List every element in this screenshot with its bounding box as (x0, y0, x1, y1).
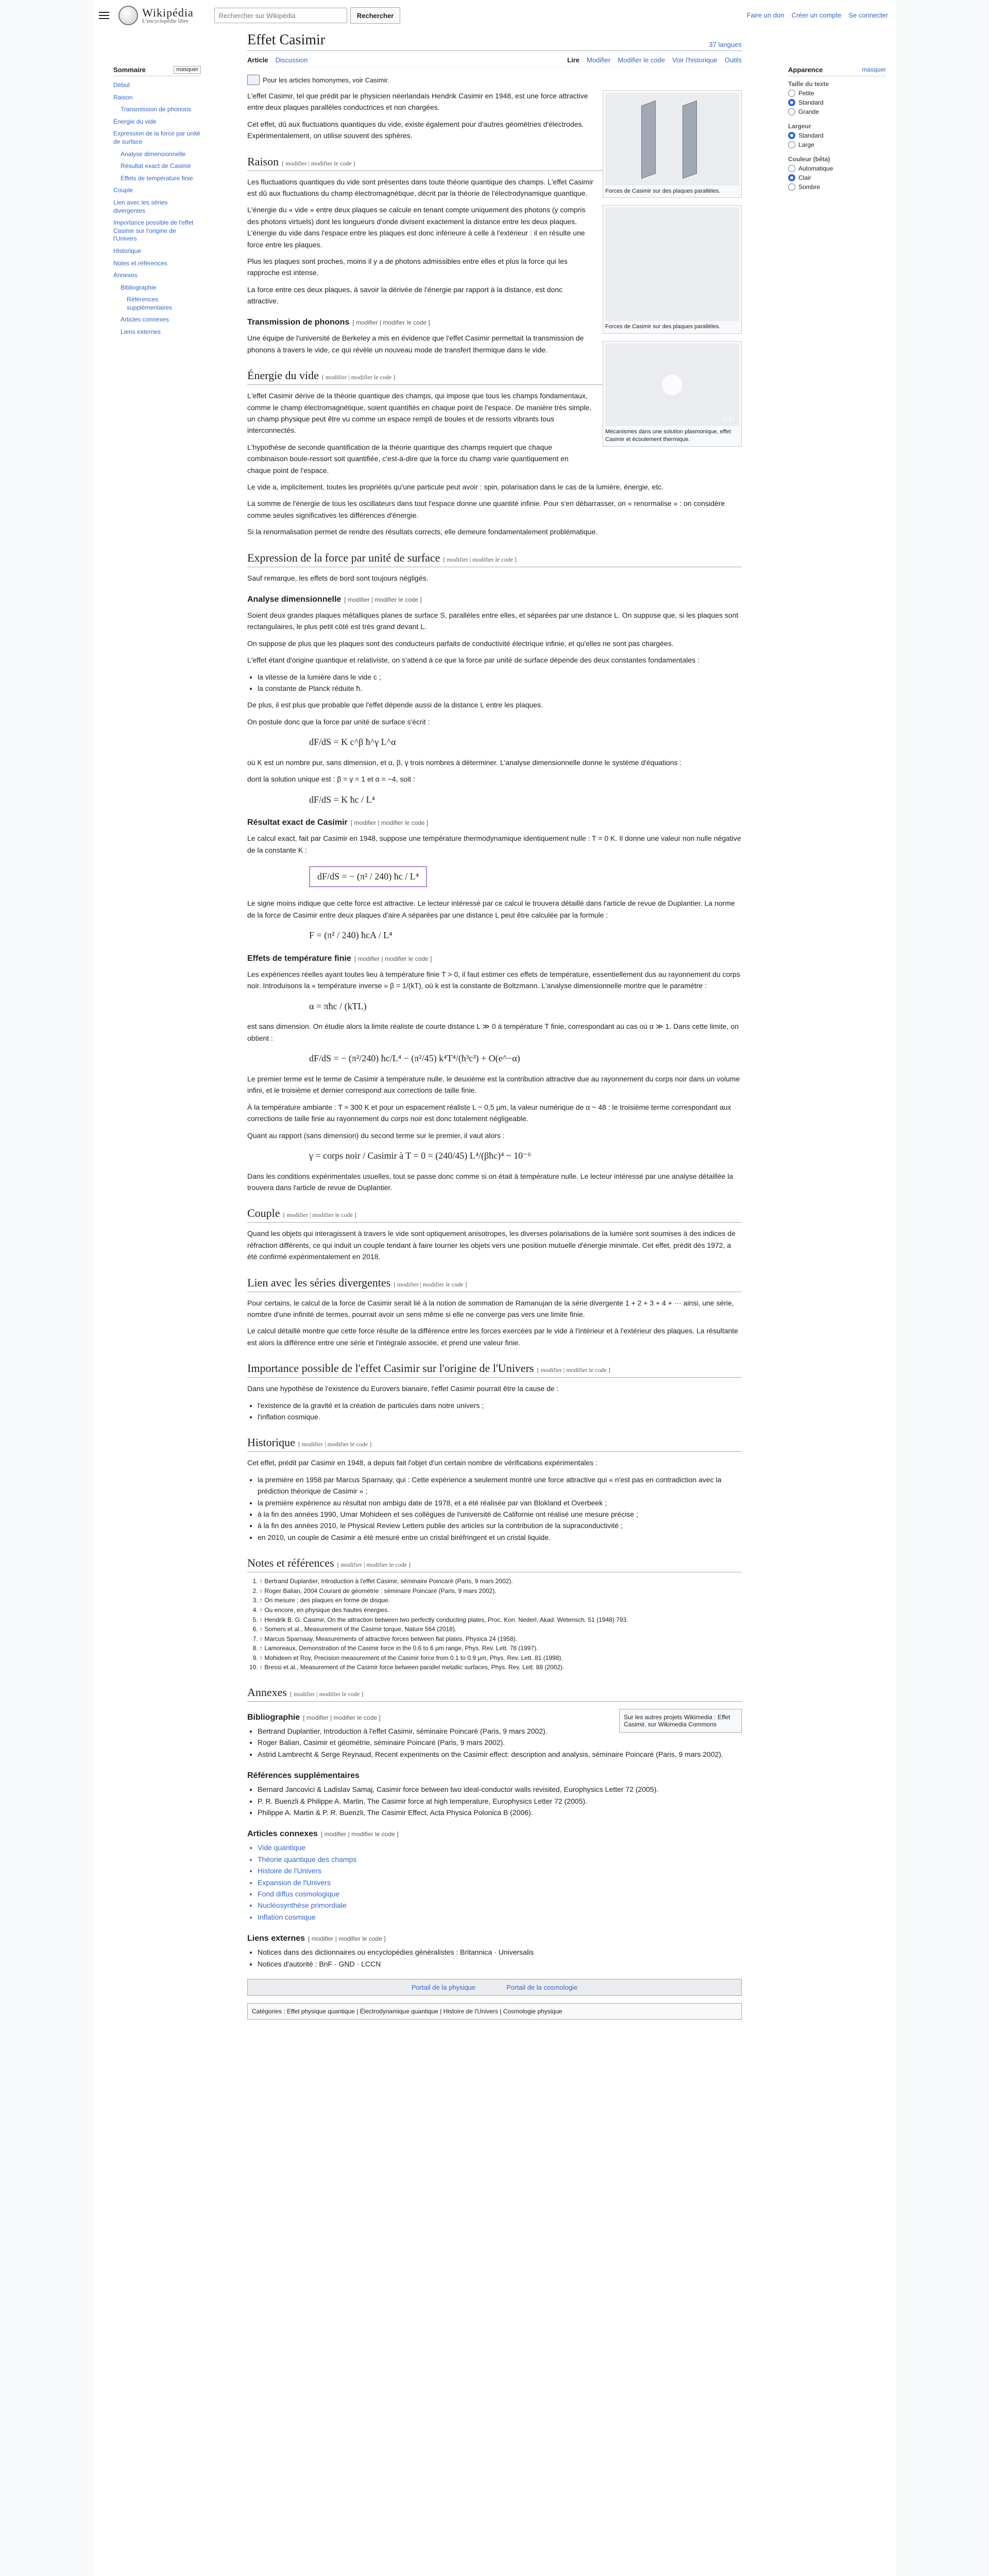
related-article-link[interactable]: • Fond diffus cosmologique (258, 1888, 742, 1900)
option-label: Clair (798, 174, 811, 181)
paragraph: Pour certains, le calcul de la force de Casimir serait lié à la notion de sommation de Ramanujan de la série divergente 1 + 2 + 3 + 4 + ··· ainsi, une série, nombre d'une infinité de termes, pourrait avoir un sens même si elle ne converge pas vers une limite finie. (247, 1298, 734, 1319)
paragraph: On suppose de plus que les plaques sont des conducteurs parfaits de conductivité électrique infinie, et qu'elles ne sont pas chargées. (247, 639, 674, 648)
reference-item: 6. ↑ Somers et al., Measurement of the Casimir torque, Nature 564 (2018). (260, 1624, 742, 1634)
subsection-heading: Bibliographie [ modifier | modifier le code ] (247, 1713, 381, 1722)
tab-tools[interactable]: Outils (724, 56, 742, 64)
paragraph: La somme de l'énergie de tous les oscillateurs dans tout l'espace donne une quantité infinie. Pour s'en débarrasser, on « renormalise » : on considère comme seules significatives les différences d'énergie. (247, 499, 725, 519)
references-list (260, 1577, 742, 1672)
equation: dF/dS = − (π²/240) ħc/L⁴ − (π²/45) k⁴T⁴/(ħ³c³) + O(e^−α) (309, 1053, 520, 1064)
table-of-contents (113, 66, 201, 338)
tab-edit-source[interactable]: Modifier le code (618, 56, 666, 64)
option-label: Sombre (798, 183, 821, 191)
list-item: • à la fin des années 1990, Umar Mohideen et ses collègues de l'université de Californie ont réalisé une mesure précise ; (258, 1509, 742, 1520)
edit-link[interactable]: [ modifier | modifier le code ] (350, 819, 429, 827)
radio-icon[interactable] (788, 183, 795, 191)
appearance-group-title: Taille du texte (788, 80, 829, 88)
appearance-group (788, 80, 886, 115)
search-input[interactable] (214, 8, 347, 23)
search-button[interactable]: Rechercher (350, 7, 401, 24)
list (258, 1842, 742, 1923)
option-label: Petite (798, 90, 814, 97)
hatnote (247, 75, 742, 85)
paragraph: Si la renormalisation permet de rendre des résultats corrects, elle demeure fondamentalement problématique. (247, 528, 598, 536)
related-article-link[interactable]: • Expansion de l'Univers (258, 1877, 742, 1888)
toc-item[interactable]: Annexes (113, 272, 138, 279)
option-label: Grande (798, 108, 820, 115)
toc-item[interactable]: Références supplémentaires (127, 296, 173, 311)
paragraph: L'hypothèse de seconde quantification de la théorie quantique des champs requiert que chaque combinaison boule-ressort soit quantifiée, c'est-à-dire que la force du champ varie quantiquement en chaque point de l'espace. (247, 443, 569, 474)
commons-box[interactable] (619, 1709, 742, 1733)
appearance-option[interactable] (788, 132, 886, 139)
paragraph: dont la solution unique est : β = γ = 1 et α = −4, soit : (247, 775, 415, 784)
figure-column (603, 90, 742, 454)
radio-icon[interactable] (788, 99, 795, 106)
list (258, 1474, 742, 1543)
option-label: Standard (798, 99, 824, 106)
subsection-heading: Liens externes [ modifier | modifier le code ] (247, 1934, 386, 1943)
reference-item: 2. ↑ Roger Balian, 2004 Courant de géométrie : séminaire Poincaré (Paris, 9 mars 2002). (260, 1586, 742, 1596)
appearance-group-title: Couleur (bêta) (788, 156, 830, 163)
section-heading: Lien avec les séries divergentes [ modifier | modifier le code ] (247, 1276, 742, 1292)
edit-link[interactable]: [ modifier | modifier le code ] (298, 1440, 372, 1448)
casimir-photo-image[interactable] (605, 208, 739, 321)
toc-item[interactable]: Expression de la force par unité de surface (113, 130, 200, 145)
site-logo[interactable] (118, 6, 194, 25)
list (258, 1946, 742, 1970)
equation: F = (π² / 240) ħcA / L⁴ (309, 930, 393, 940)
toc-item[interactable]: Articles connexes (121, 316, 169, 324)
tab-read[interactable]: Lire (567, 56, 579, 64)
related-article-link[interactable]: • Inflation cosmique (258, 1911, 742, 1923)
intro-paragraph: L'effet Casimir, tel que prédit par le physicien néerlandais Hendrik Casimir en 1948, est une force attractive entre deux plaques parallèles conductrices et non chargées. (247, 92, 588, 112)
section-heading: Raison [ modifier | modifier le code ] (247, 155, 742, 171)
edit-link[interactable]: [ modifier | modifier le code ] (282, 159, 355, 167)
toc-item[interactable]: Importance possible de l'effet Casimir sur l'origine de l'Univers (113, 219, 194, 243)
section-heading: Historique [ modifier | modifier le code ] (247, 1436, 742, 1452)
commons-text: Sur les autres projets Wikimedia : Effet Casimir, sur Wikimedia Commons (624, 1714, 730, 1728)
list (258, 1784, 742, 1818)
related-article-link[interactable]: • Histoire de l'Univers (258, 1865, 742, 1876)
video-player[interactable] (605, 344, 739, 426)
user-tools (747, 11, 888, 19)
list-item: • la première expérience au résultat non ambigu date de 1978, et a été réalisée par van Blokland et Overbeek ; (258, 1497, 742, 1509)
list-item: • Bernard Jancovici & Ladislav Samaj, Casimir force between two ideal-conductor walls revisited, Europhysics Letter 72 (2005). (258, 1784, 742, 1795)
related-article-link[interactable]: • Théorie quantique des champs (258, 1854, 742, 1865)
toc-item[interactable]: Couple (113, 187, 133, 194)
list-item: • à la fin des années 2010, le Physical Review Letters publie des articles sur la contribution de la supraconductivité ; (258, 1520, 742, 1531)
toc-item[interactable]: Résultat exact de Casimir (121, 162, 191, 170)
globe-icon (118, 6, 138, 25)
radio-icon[interactable] (788, 165, 795, 172)
figure (603, 90, 742, 198)
subsection-heading: Analyse dimensionnelle [ modifier | modifier le code ] (247, 595, 422, 604)
tab-history[interactable]: Voir l'historique (672, 56, 718, 64)
paragraph: Les fluctuations quantiques du vide sont présentes dans toute théorie quantique des champs. L'effet Casimir est dû aux fluctuations du champ électromagnétique, décrit par la théorie de l'électrodynamique quantique. (247, 177, 593, 197)
edit-link[interactable]: [ modifier | modifier le code ] (303, 1714, 381, 1722)
portal-box (247, 1979, 742, 1996)
appearance-option[interactable] (788, 141, 886, 148)
physics-portal-link[interactable]: Portail de la physique (411, 1983, 476, 1991)
page-title: Effet Casimir (247, 32, 326, 48)
list-item: • Notices d'autorité : BnF · GND · LCCN (258, 1958, 742, 1970)
edit-link[interactable]: [ modifier | modifier le code ] (344, 596, 422, 603)
intro-paragraph: Cet effet, dû aux fluctuations quantiques du vide, existe également pour d'autres géométries d'électrodes. Expérimentalement, on utilise souvent des sphères. (247, 120, 584, 140)
edit-link[interactable]: [ modifier | modifier le code ] (289, 1690, 364, 1698)
toc-item[interactable]: Analyse dimensionnelle (121, 150, 186, 158)
paragraph: La force entre ces deux plaques, à savoir la dérivée de l'énergie par rapport à la distance, est donc attractive. (247, 285, 563, 306)
radio-icon[interactable] (788, 108, 795, 115)
toc-item[interactable]: Énergie du vide (113, 117, 157, 125)
radio-icon[interactable] (788, 141, 795, 148)
paragraph: Dans une hypothèse de l'existence du Eurovers bianaire, l'effet Casimir pourrait être la cause de : (247, 1384, 559, 1393)
toc-item[interactable]: Transmission de phonons (121, 106, 191, 113)
paragraph: L'effet Casimir dérive de la théorie quantique des champs, qui impose que tous les champs fondamentaux, comme le champ électromagnétique, soient quantifiés en chaque point de l'espace. De manière très simple, un champ physique peut être vu comme un espace rempli de boules et de ressorts vibrants tous interconnectés. (247, 392, 592, 435)
appearance-title: Apparence (788, 66, 823, 74)
option-label: Standard (798, 132, 824, 139)
edit-link[interactable]: [ modifier | modifier le code ] (308, 1935, 386, 1943)
section-heading: Annexes [ modifier | modifier le code ] (247, 1686, 742, 1702)
related-article-link[interactable]: • Nucléosynthèse primordiale (258, 1900, 742, 1911)
paragraph: où K est un nombre pur, sans dimension, et α, β, γ trois nombres à déterminer. L'analyse dimensionnelle donne le système d'équations : (247, 758, 682, 767)
list-item: • la vitesse de la lumière dans le vide c ; (258, 671, 742, 683)
edit-link[interactable]: [ modifier | modifier le code ] (537, 1366, 610, 1374)
video-duration: 0:31 (723, 415, 735, 423)
edit-link[interactable]: [ modifier | modifier le code ] (337, 1561, 411, 1569)
toc-item[interactable]: Notes et références (113, 259, 167, 267)
edit-link[interactable]: [ modifier | modifier le code ] (394, 1280, 467, 1288)
toc-hide-button[interactable]: masquer (174, 66, 201, 74)
toc-item[interactable]: Liens externes (121, 328, 161, 336)
boxed-equation: dF/dS = − (π² / 240) ħc / L⁴ (309, 866, 427, 887)
edit-link[interactable]: [ modifier | modifier le code ] (283, 1211, 356, 1219)
tab-discussion[interactable]: Discussion (275, 56, 308, 64)
header (93, 0, 896, 31)
appearance-option[interactable] (788, 108, 886, 115)
reference-item: 5. ↑ Hendrik B. G. Casimir, On the attraction between two perfectly conducting plates, Proc. Kon. Nederl. Akad. Wetensch. 51 (1948) 793. (260, 1615, 742, 1625)
subsection-heading: Transmission de phonons [ modifier | modifier le code ] (247, 318, 430, 327)
subsection-heading: Effets de température finie [ modifier | modifier le code ] (247, 954, 432, 963)
list-item: • Notices dans des dictionnaires ou encyclopédies généralistes : Britannica · Universalis (258, 1946, 742, 1958)
play-icon[interactable] (662, 375, 683, 395)
section-heading: Expression de la force par unité de surface [ modifier | modifier le code ] (247, 551, 742, 567)
search-form (214, 7, 401, 24)
cosmology-portal-link[interactable]: Portail de la cosmologie (506, 1983, 578, 1991)
appearance-option[interactable] (788, 165, 886, 172)
category-links[interactable]: Catégories : Effet physique quantique | Électrodynamique quantique | Histoire de l'Univers | Cosmologie physique (247, 2003, 742, 2020)
paragraph: Une équipe de l'université de Berkeley a mis en évidence que l'effet Casimir permettait la transmission de phonons à travers le vide, ce qui révèle un nouveau mode de transfert thermique dans le vide. (247, 334, 584, 354)
figure-caption: Mécanismes dans une solution plasmonique, effet Casimir et écoulement thermique. (605, 428, 731, 443)
appearance-group-title: Largeur (788, 123, 811, 130)
edit-link[interactable]: [ modifier | modifier le code ] (321, 374, 396, 381)
list-item: • Philippe A. Martin & P. R. Buenzli, The Casimir Effect, Acta Physica Polonica B (2006). (258, 1807, 742, 1818)
site-tagline: L'encyclopédie libre (142, 18, 189, 24)
paragraph: Les expériences réelles ayant toutes lieu à température finie T > 0, il faut estimer ces effets de température, essentiellement dus au rayonnement du corps noir. Introduisons la « température inverse » β = 1/(kT), où k est la constante de Boltzmann. L'analyse dimensionnelle montre que le paramètre : (247, 970, 740, 990)
list-item: • Bertrand Duplantier, Introduction à l'effet Casimir, séminaire Poincaré (Paris, 9 mars 2002). (258, 1725, 742, 1737)
appearance-option[interactable] (788, 174, 886, 181)
paragraph: Quant au rapport (sans dimension) du second terme sur le premier, il vaut alors : (247, 1131, 505, 1140)
article (247, 32, 742, 2020)
list (258, 671, 742, 694)
search-placeholder: Rechercher sur Wikipédia (218, 11, 296, 20)
radio-icon[interactable] (788, 132, 795, 139)
language-button[interactable]: 37 langues (709, 41, 742, 48)
option-label: Automatique (798, 165, 833, 172)
equation: γ = corps noir / Casimir à T = 0 = (240/45) L⁴/(βħc)⁴ ~ 10⁻⁶ (309, 1150, 531, 1161)
appearance-group (788, 156, 886, 191)
paragraph: Sauf remarque, les effets de bord sont toujours négligés. (247, 573, 429, 582)
appearance-option[interactable] (788, 90, 886, 97)
section-heading: Notes et références [ modifier | modifier le code ] (247, 1556, 742, 1572)
menu-icon[interactable] (99, 12, 109, 19)
paragraph: Cet effet, prédit par Casimir en 1948, a depuis fait l'objet d'un certain nombre de vérifications expérimentales : (247, 1459, 598, 1467)
hatnote-text: Pour les articles homonymes, voir Casimir. (263, 76, 389, 84)
toc-item[interactable]: Lien avec les séries divergentes (113, 198, 168, 214)
subsection-heading: Références supplémentaires (247, 1771, 360, 1781)
equation: dF/dS = K c^β ħ^γ L^α (309, 737, 396, 748)
edit-link[interactable]: [ modifier | modifier le code ] (320, 1831, 399, 1838)
paragraph: Soient deux grandes plaques métalliques planes de surface S, parallèles entre elles, et séparées par une distance L. On suppose que, si les plaques sont rectangulaires, le plus petit côté est très grand devant L. (247, 611, 739, 631)
paragraph: À la température ambiante : T ≈ 300 K et pour un espacement réaliste L ~ 0,5 µm, la valeur numérique de α ~ 48 : le troisième terme correspondant aux corrections de taille finie au rayonnement du corps noir est donc totalement négligeable. (247, 1103, 731, 1123)
brand (142, 7, 194, 24)
toc-item[interactable]: Raison (113, 93, 133, 101)
list-item: • en 2010, un couple de Casimir a été mesuré entre un cristal biréfringent et un cristal liquide. (258, 1532, 742, 1543)
reference-item: 3. ↑ On mesure : des plaques en forme de disque. (260, 1596, 742, 1605)
paragraph: Le calcul exact, fait par Casimir en 1948, suppose une température thermodynamique identiquement nulle : T = 0 K. Il donne une valeur non nulle négative de la constante K : (247, 834, 741, 854)
donate-link[interactable]: Faire un don (746, 11, 785, 19)
section-heading: Couple [ modifier | modifier le code ] (247, 1207, 742, 1223)
paragraph: Le signe moins indique que cette force est attractive. Le lecteur intéressé par ce calcul le trouvera détaillé dans l'article de revue de Duplantier. La norme de la force de Casimir entre deux plaques d'aire A séparées par une distance L peut être calculée par la formule : (247, 899, 735, 919)
paragraph: De plus, il est plus que probable que l'effet dépende aussi de la distance L entre les plaques. (247, 701, 543, 709)
appearance-option[interactable] (788, 183, 886, 191)
list-item: • l'inflation cosmique. (258, 1411, 742, 1422)
equation: dF/dS = K ħc / L⁴ (309, 794, 375, 805)
login-link[interactable]: Se connecter (848, 11, 888, 19)
list (258, 1400, 742, 1423)
paragraph: Le vide a, implicitement, toutes les propriétés qu'une particule peut avoir : spin, polarisation dans le cas de la lumière, énergie, etc. (247, 482, 664, 491)
toc-item[interactable]: Début (113, 81, 130, 89)
tab-edit[interactable]: Modifier (586, 56, 611, 64)
paragraph: Quand les objets qui interagissent à travers le vide sont optiquement anisotropes, les diverses polarisations de la lumière sont soumises à des indices de réfraction différents, ce qui induit un couple tendant à faire tourner les objets vers une position mutuelle d'énergie minimale. Cet effet, prédit dès 1972, a été confirmé expérimentalement en 2018. (247, 1229, 736, 1261)
reference-item: 4. ↑ Ou encore, en physique des hautes énergies. (260, 1605, 742, 1615)
paragraph: On postule donc que la force par unité de surface s'écrit : (247, 717, 430, 726)
paragraph: L'énergie du « vide » entre deux plaques se calcule en tenant compte uniquement des photons (y compris des photons virtuels) dont les longueurs d'onde divisent exactement la distance entre les deux plaques. L'énergie du vide dans l'espace entre les plaques est donc inférieure à celle à l'extérieur : il en résulte une force entre les plaques. (247, 206, 586, 249)
page (93, 0, 896, 2576)
section-heading: Énergie du vide [ modifier | modifier le code ] (247, 369, 742, 385)
toc-item[interactable]: Historique (113, 247, 142, 255)
toc-item[interactable]: Effets de température finie (121, 174, 193, 182)
subsection-heading: Résultat exact de Casimir [ modifier | modifier le code ] (247, 818, 429, 827)
paragraph: L'effet étant d'origine quantique et relativiste, on s'attend à ce que la force par unité de surface dépende des deux constantes fondamentales : (247, 656, 700, 665)
subsection-heading: Articles connexes [ modifier | modifier le code ] (247, 1829, 399, 1839)
reference-item: 1. ↑ Bertrand Duplantier, Introduction à l'effet Casimir, séminaire Poincaré (Paris, 9 mars 2002). (260, 1577, 742, 1586)
figure (603, 205, 742, 333)
create-account-link[interactable]: Créer un compte (791, 11, 842, 19)
list-item: • l'existence de la gravité et la création de particules dans notre univers ; (258, 1400, 742, 1411)
list-item: • la constante de Planck réduite ħ. (258, 683, 742, 694)
paragraph: Dans les conditions expérimentales usuelles, tout se passe donc comme si on était à température nulle. Le lecteur intéressé par une analyse détaillée la trouvera dans l'article de revue de Duplantier. (247, 1172, 734, 1192)
edit-link[interactable]: [ modifier | modifier le code ] (352, 319, 430, 327)
paragraph: Le premier terme est le terme de Casimir à température nulle, le deuxième est la contribution attractive due au rayonnement du corps noir dans un volume infini, et le troisième et dernier correspond aux corrections de taille finie. (247, 1074, 740, 1095)
edit-link[interactable]: [ modifier | modifier le code ] (443, 555, 517, 563)
appearance-option[interactable] (788, 99, 886, 106)
toc-title: Sommaire (113, 66, 146, 74)
figure-caption: Forces de Casimir sur des plaques parallèles. (605, 188, 721, 194)
list-item: • Astrid Lambrecht & Serge Reynaud, Recent experiments on the Casimir effect: description and analysis, séminaire Poincaré (Paris, 9 mars 2002). (258, 1749, 742, 1760)
reference-item: 10. ↑ Bressi et al., Measurement of the Casimir force between parallel metallic surfaces, Phys. Rev. Lett. 88 (2002). (260, 1663, 742, 1672)
casimir-plates-image[interactable] (605, 93, 739, 185)
radio-icon[interactable] (788, 174, 795, 181)
appearance-hide-button[interactable]: masquer (862, 66, 886, 73)
page-tabs (247, 56, 742, 67)
list-item: • la première en 1958 par Marcus Sparnaay, qui : Cette expérience a seulement montré une force attractive qui « n'est pas en contradiction avec la prédiction théorique de Casimir » ; (258, 1474, 742, 1497)
equation: α = πħc / (kTL) (309, 1001, 367, 1011)
figure-caption: Forces de Casimir sur des plaques parallèles. (605, 324, 721, 330)
paragraph: Plus les plaques sont proches, moins il y a de photons admissibles entre elles et plus la force qui les rapproche est intense. (247, 257, 568, 277)
list-item: • Roger Balian, Casimir et géométrie, séminaire Poincaré (Paris, 9 mars 2002). (258, 1737, 742, 1748)
section-heading: Importance possible de l'effet Casimir sur l'origine de l'Univers [ modifier | modifier le code ] (247, 1362, 742, 1378)
tab-article[interactable]: Article (247, 56, 268, 64)
list-item: • P. R. Buenzli & Philippe A. Martin, The Casimir force at high temperature, Europhysics Letter 72 (2005). (258, 1795, 742, 1807)
related-article-link[interactable]: • Vide quantique (258, 1842, 742, 1853)
appearance-panel (788, 66, 886, 198)
video-figure (603, 341, 742, 447)
reference-item: 8. ↑ Lamoreaux, Demonstration of the Casimir force in the 0.6 to 6 µm range, Phys. Rev. Lett. 78 (1997). (260, 1643, 742, 1653)
paragraph: Le calcul détaillé montre que cette force résulte de la différence entre les forces exercées par le vide à l'intérieur et à l'extérieur des plaques. La résultante est alors la différence entre une série et l'intégrale associée, et prend une valeur finie. (247, 1327, 738, 1347)
paragraph: est sans dimension. On étudie alors la limite réaliste de courte distance L ≫ 0 à température T finie, correspondant au cas où α ≫ 1. Dans cette limite, on obtient : (247, 1022, 739, 1042)
reference-item: 9. ↑ Mohideen et Roy, Precision measurement of the Casimir force from 0.1 to 0.9 µm, Phys. Rev. Lett. 81 (1998). (260, 1653, 742, 1663)
option-label: Large (798, 141, 814, 148)
radio-icon[interactable] (788, 90, 795, 97)
disambiguation-icon (247, 75, 260, 85)
edit-link[interactable]: [ modifier | modifier le code ] (354, 955, 432, 962)
appearance-group (788, 123, 886, 148)
site-name: Wikipédia (142, 6, 194, 19)
toc-item[interactable]: Bibliographie (121, 283, 157, 291)
reference-item: 7. ↑ Marcus Sparnaay, Measurements of attractive forces between flat plates, Physica 24 (1958). (260, 1634, 742, 1644)
